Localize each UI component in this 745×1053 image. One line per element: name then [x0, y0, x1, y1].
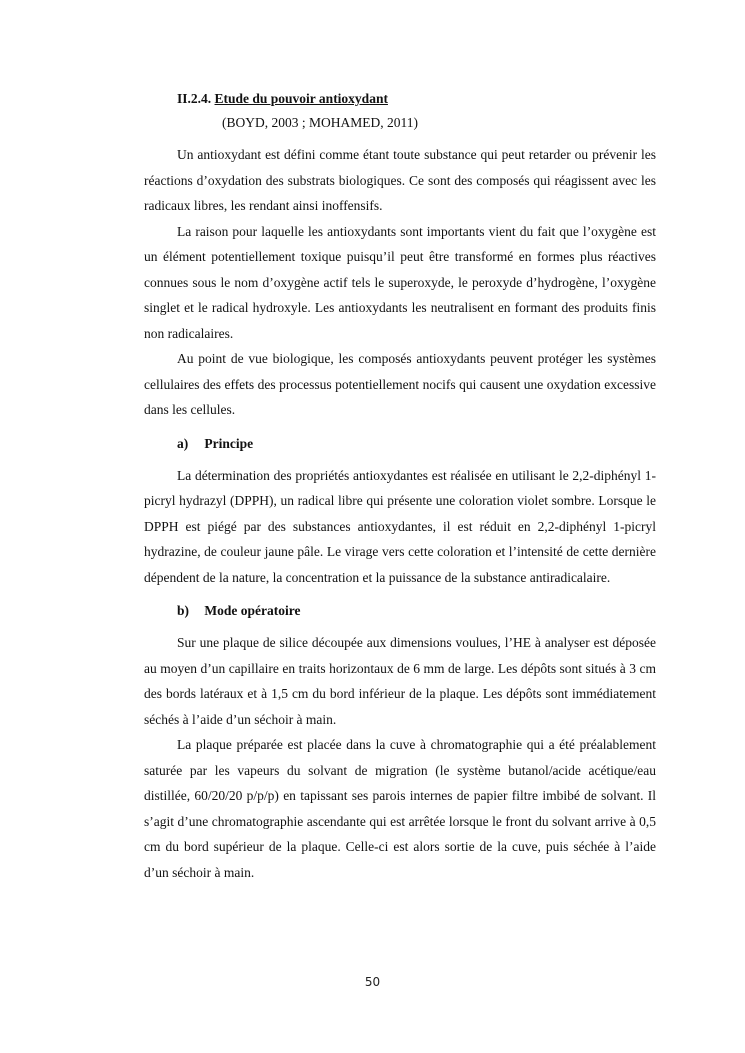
principe-paragraph-1: La détermination des propriétés antioxydantes est réalisée en utilisant le 2,2-diphényl 1-picryl hydrazyl (DPPH), un radical libre qui présente une coloration violet sombre. Lorsque le DPPH est piégé par des substances antioxydantes, il est réduit en 2,2-diphényl 1-picryl hydrazine, de couleur jaune pâle. Le virage vers cette coloration et l’intensité de cette dernière dépendent de la nature, la concentration et la puissance de la substance antiradicalaire.: [144, 467, 656, 585]
intro-paragraph-3: Au point de vue biologique, les composés antioxydants peuvent protéger les systèmes cellulaires des effets des processus potentiellement nocifs qui causent une oxydation excessive dans les cellules.: [144, 351, 656, 417]
subsection-a-title: Principe: [204, 435, 254, 451]
subsection-b-title: Mode opératoire: [204, 603, 301, 618]
page-number: 50: [364, 975, 381, 989]
section-heading: [144, 88, 656, 110]
page-body: [144, 88, 656, 885]
subsection-b-label: b): [177, 603, 190, 618]
section-title: Etude du pouvoir antioxydant: [214, 91, 388, 106]
mode-operatoire-paragraph-1: Sur une plaque de silice découpée aux dimensions voulues, l’HE à analyser est déposée au moyen d’un capillaire en traits horizontaux de 6 mm de large. Les dépôts sont situés à 3 cm des bords latéraux et à 1,5 cm du bord inférieur de la plaque. Les dépôts sont immédiatement séchés à l’aide d’un séchoir à main.: [144, 635, 656, 727]
mode-operatoire-paragraph-2: La plaque préparée est placée dans la cuve à chromatographie qui a été préalablement saturée par les vapeurs du solvant de migration (le système butanol/acide acétique/eau distillée, 60/20/20 p/p/p) en tapissant ses parois internes de papier filtre imbibé de solvant. Il s’agit d’une chromatographie ascendante qui est arrêtée lorsque le front du solvant arrive à 0,5 cm du bord supérieur de la plaque. Celle-ci est alors sortie de la cuve, puis séchée à l’aide d’un séchoir à main.: [144, 737, 656, 880]
subsection-a-heading: [144, 431, 656, 457]
subsection-b-heading: [144, 598, 656, 624]
intro-paragraph-2: La raison pour laquelle les antioxydants sont importants vient du fait que l’oxygène est un élément potentiellement toxique puisqu’il peut être transformé en formes plus réactives connues sous le nom d’oxygène actif tels le superoxyde, le peroxyde d’hydrogène, l’oxygène singlet et le radical hydroxyle. Les antioxydants les neutralisent en formant des produits finis non radicalaires.: [144, 223, 656, 341]
subsection-a-label: a): [177, 435, 189, 451]
intro-paragraph-1: Un antioxydant est défini comme étant toute substance qui peut retarder ou prévenir les réactions d’oxydation des substrats biologiques. Ce sont des composés qui réagissent avec les radicaux libres, les rendant ainsi inoffensifs.: [144, 147, 656, 213]
section-reference: (BOYD, 2003 ; MOHAMED, 2011): [222, 115, 418, 130]
section-number: II.2.4.: [177, 91, 212, 106]
